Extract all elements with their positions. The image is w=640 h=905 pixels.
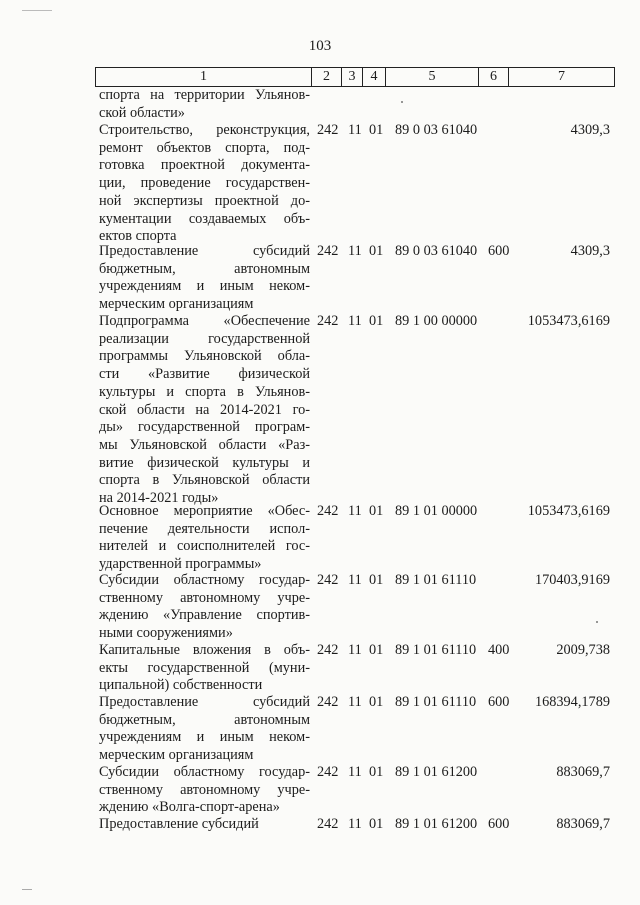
row-code-subsection: 01 [369,764,384,780]
row-description [99,122,310,246]
row-code-section: 11 [348,764,362,780]
scan-speck [22,10,52,11]
header-col-2: 2 [312,68,342,86]
row-code-expense: 600 [488,694,510,710]
description-line: бюджетным, автономным [99,260,310,277]
row-code-subsection: 01 [369,243,384,259]
row-description [99,694,310,765]
row-code-target: 89 1 01 61200 [395,816,478,832]
description-line: ской области» [99,104,185,121]
row-code-target: 89 1 01 61200 [395,764,478,780]
row-amount: 1053473,6169 [527,503,610,519]
scan-speck [401,101,403,103]
description-line: ции, проведение государствен- [99,175,310,192]
row-code-ministry: 242 [317,313,339,329]
header-col-5: 5 [386,68,479,86]
description-line: ными сооружениями» [99,625,233,642]
description-line: екты государственной (муни- [99,659,310,676]
description-line: Основное мероприятие «Обес- [99,503,310,519]
description-line: Предоставление субсидий [99,816,259,832]
description-line: нителей и соисполнителей гос- [99,538,310,555]
row-amount: 4309,3 [570,243,610,259]
description-line: ждению «Волга-спорт-арена» [99,799,280,816]
row-amount: 4309,3 [570,122,610,138]
row-code-ministry: 242 [317,694,339,710]
row-amount: 1053473,6169 [527,313,610,329]
row-amount: 168394,1789 [534,694,610,710]
description-line: витие физической культуры и [99,454,310,471]
row-description [99,642,310,695]
row-code-ministry: 242 [317,243,339,259]
row-code-subsection: 01 [369,816,384,832]
description-line: мы Ульяновской области «Раз- [99,436,310,453]
row-code-target: 89 1 01 00000 [395,503,478,519]
description-line: бюджетным, автономным [99,711,310,728]
row-code-target: 89 1 01 61110 [395,572,477,588]
row-code-target: 89 0 03 61040 [395,122,478,138]
description-line: учреждениям и иным неком- [99,278,310,295]
description-line: ной экспертизы проектной до- [99,192,310,209]
row-code-target: 89 1 00 00000 [395,313,478,329]
description-line: спорта на территории Ульянов- [99,87,310,103]
row-code-target: 89 1 01 61110 [395,694,477,710]
row-code-ministry: 242 [317,816,339,832]
description-line: реализации государственной [99,330,310,347]
description-line: Подпрограмма «Обеспечение [99,313,310,329]
description-line: ской области на 2014-2021 го- [99,401,310,418]
row-amount: 883069,7 [556,816,610,832]
row-amount: 883069,7 [556,764,610,780]
row-description [99,503,310,574]
description-line: Предоставление субсидий [99,694,310,710]
description-line: кументации создаваемых объ- [99,210,310,227]
description-line: Капитальные вложения в объ- [99,642,310,658]
description-line: печение деятельности испол- [99,520,310,537]
header-col-3: 3 [342,68,363,86]
row-amount: 2009,738 [556,642,610,658]
description-line: мерческим организациям [99,296,254,313]
row-code-section: 11 [348,122,362,138]
description-line: ды» государственной програм- [99,419,310,436]
row-code-subsection: 01 [369,694,384,710]
description-line: Предоставление субсидий [99,243,310,259]
row-amount: 170403,9169 [534,572,610,588]
description-line: Субсидии областному государ- [99,764,310,780]
row-code-section: 11 [348,572,362,588]
row-description [99,572,310,643]
header-col-7: 7 [558,69,565,84]
row-code-target: 89 0 03 61040 [395,243,478,259]
row-code-expense: 600 [488,816,510,832]
row-code-subsection: 01 [369,572,384,588]
row-description [99,764,310,817]
row-description [99,87,310,122]
row-code-subsection: 01 [369,313,384,329]
description-line: Субсидии областному государ- [99,572,310,588]
row-code-section: 11 [348,313,362,329]
scan-speck [596,621,598,623]
description-line: ремонт объектов спорта, под- [99,139,310,156]
row-code-subsection: 01 [369,503,384,519]
row-code-section: 11 [348,816,362,832]
scan-speck [22,889,32,890]
description-line: ектов спорта [99,228,177,245]
description-line: сти «Развитие физической [99,366,310,383]
description-line: ципальной) собственности [99,677,263,694]
description-line: мерческим организациям [99,747,254,764]
header-col-4: 4 [363,68,386,86]
description-line: культуры и спорта в Ульянов- [99,383,310,400]
row-code-ministry: 242 [317,122,339,138]
row-description [99,243,310,314]
row-code-target: 89 1 01 61110 [395,642,477,658]
row-code-section: 11 [348,503,362,519]
description-line: на 2014-2021 годы» [99,490,219,507]
description-line: программы Ульяновской обла- [99,348,310,365]
description-line: Строительство, реконструкция, [99,122,310,138]
row-description [99,816,310,834]
description-line: ственному автономному учре- [99,589,310,606]
row-code-subsection: 01 [369,642,384,658]
row-code-section: 11 [348,642,362,658]
description-line: ударственной программы» [99,556,262,573]
row-code-ministry: 242 [317,642,339,658]
row-description [99,313,310,508]
header-col-1: 1 [96,68,312,86]
description-line: учреждениям и иным неком- [99,729,310,746]
description-line: ждению «Управление спортив- [99,607,310,624]
row-code-expense: 600 [488,243,510,259]
row-code-ministry: 242 [317,764,339,780]
header-col-6: 6 [479,68,509,86]
row-code-ministry: 242 [317,572,339,588]
description-line: спорта в Ульяновской области [99,472,310,489]
row-code-subsection: 01 [369,122,384,138]
description-line: готовка проектной документа- [99,157,310,174]
description-line: ственному автономному учре- [99,781,310,798]
row-code-section: 11 [348,243,362,259]
row-code-section: 11 [348,694,362,710]
row-code-expense: 400 [488,642,510,658]
page-number: 103 [308,38,332,54]
row-code-ministry: 242 [317,503,339,519]
